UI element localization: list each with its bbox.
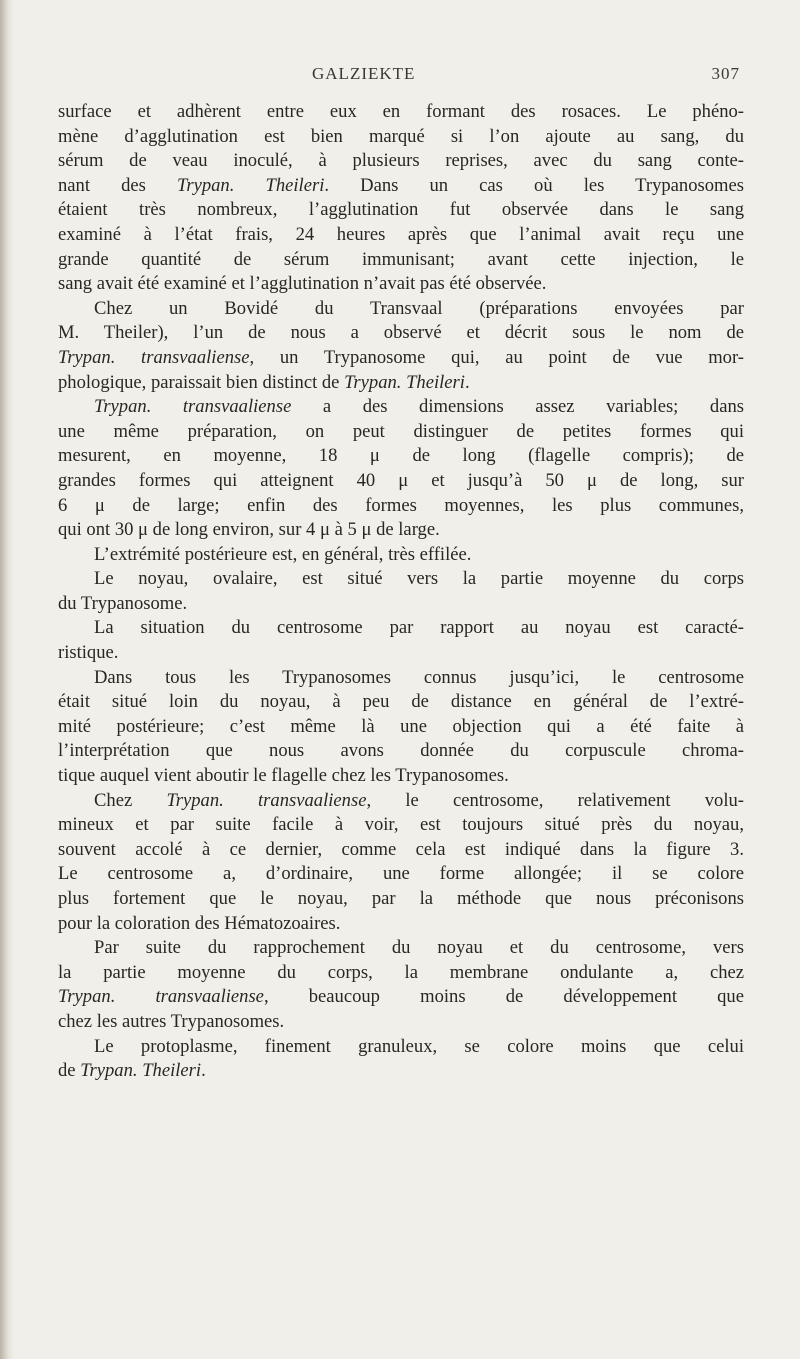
text-line <box>58 469 744 494</box>
text-segment: tique auquel vient aboutir le flagelle chez les Trypanosomes. <box>58 765 509 787</box>
species-name: Trypan. transvaaliense <box>166 789 367 811</box>
text-line <box>58 371 744 396</box>
text-segment: pour la coloration des Hématozoaires. <box>58 912 341 934</box>
species-name: Trypan. Theileri <box>80 1060 202 1082</box>
text-line <box>58 567 744 592</box>
text-segment: examiné à l’état frais, 24 heures après que l’animal avait reçu une <box>58 223 744 245</box>
text-line <box>58 494 744 519</box>
text-segment: l’interprétation que nous avons donnée du corpuscule chroma- <box>58 740 744 762</box>
text-line <box>58 616 744 641</box>
species-name: Trypan. transvaaliense <box>58 986 264 1008</box>
text-segment: étaient très nombreux, l’agglutination fut observée dans le sang <box>58 199 744 221</box>
text-line <box>58 641 744 666</box>
text-segment: M. Theiler), l’un de nous a observé et décrit sous le nom de <box>58 322 744 344</box>
text-segment: sérum de veau inoculé, à plusieurs reprises, avec du sang conte- <box>58 150 744 172</box>
text-segment: mité postérieure; c’est même là une objection qui a été faite à <box>58 715 744 737</box>
text-segment: Par suite du rapprochement du noyau et du centrosome, vers <box>94 937 744 959</box>
text-segment: , le centrosome, relativement volu- <box>366 789 744 811</box>
text-segment: sang avait été examiné et l’agglutination n’avait pas été observée. <box>58 273 547 295</box>
text-line <box>58 543 744 568</box>
species-name: Trypan. transvaaliense <box>94 396 292 418</box>
text-line <box>58 444 744 469</box>
text-line <box>58 1059 744 1084</box>
text-line <box>58 985 744 1010</box>
text-segment: L’extrémité postérieure est, en général, très effilée. <box>94 543 472 565</box>
text-segment: a des dimensions assez variables; dans <box>291 396 744 418</box>
species-name: Trypan. Theileri <box>177 174 325 196</box>
text-segment: , beaucoup moins de développement que <box>263 986 744 1008</box>
text-line <box>58 346 744 371</box>
text-segment: Chez un Bovidé du Transvaal (préparations envoyées par <box>94 297 744 319</box>
body-text <box>58 100 744 1084</box>
running-title: GALZIEKTE <box>312 64 416 83</box>
text-segment: mineux et par suite facile à voir, est toujours situé près du noyau, <box>58 814 744 836</box>
text-line <box>58 198 744 223</box>
text-segment: surface et adhèrent entre eux en formant des rosaces. Le phéno- <box>58 101 744 122</box>
page-number: 307 <box>711 64 740 83</box>
text-line <box>58 764 744 789</box>
text-line <box>58 149 744 174</box>
text-line <box>58 961 744 986</box>
text-line <box>58 1035 744 1060</box>
text-line <box>58 395 744 420</box>
text-segment: phologique, paraissait bien distinct de <box>58 371 345 393</box>
text-line <box>58 838 744 863</box>
text-segment: La situation du centrosome par rapport au noyau est caracté- <box>94 617 744 639</box>
text-segment: nant des <box>58 174 178 196</box>
text-line <box>58 321 744 346</box>
page-edge-shadow <box>0 0 14 1359</box>
running-header <box>0 64 800 90</box>
text-segment: chez les autres Trypanosomes. <box>58 1010 285 1032</box>
species-name: Trypan. Theileri <box>344 371 465 393</box>
text-line <box>58 592 744 617</box>
text-segment: ristique. <box>58 642 119 664</box>
text-line <box>58 223 744 248</box>
text-segment: grande quantité de sérum immunisant; avant cette injection, le <box>58 248 744 270</box>
text-line <box>58 739 744 764</box>
text-line <box>58 936 744 961</box>
text-line <box>58 125 744 150</box>
text-segment: la partie moyenne du corps, la membrane ondulante a, chez <box>58 961 744 983</box>
text-segment: plus fortement que le noyau, par la méthode que nous préconisons <box>58 888 744 909</box>
text-segment: Le protoplasme, finement granuleux, se colore moins que celui <box>94 1035 744 1057</box>
text-segment: mène d’agglutination est bien marqué si l’on ajoute au sang, du <box>58 125 744 147</box>
text-line <box>58 420 744 445</box>
text-segment: grandes formes qui atteignent 40 μ et jusqu’à 50 μ de long, sur <box>58 469 744 491</box>
text-segment: de <box>58 1060 81 1082</box>
text-line <box>58 862 744 887</box>
text-line <box>58 248 744 273</box>
text-segment: Le centrosome a, d’ordinaire, une forme allongée; il se colore <box>58 863 744 885</box>
text-line <box>58 912 744 937</box>
text-segment: . <box>201 1060 206 1082</box>
text-segment: une même préparation, on peut distinguer de petites formes qui <box>58 420 744 442</box>
text-segment: , un Trypanosome qui, au point de vue mor- <box>249 346 744 368</box>
text-line <box>58 887 744 912</box>
text-line <box>58 518 744 543</box>
text-line <box>58 690 744 715</box>
text-segment: 6 μ de large; enfin des formes moyennes, les plus communes, <box>58 494 744 516</box>
text-segment: était situé loin du noyau, à peu de distance en général de l’extré- <box>58 691 744 713</box>
text-line <box>58 715 744 740</box>
text-segment: qui ont 30 μ de long environ, sur 4 μ à 5 μ de large. <box>58 519 440 541</box>
text-line <box>58 813 744 838</box>
text-line <box>58 1010 744 1035</box>
species-name: Trypan. transvaaliense <box>58 346 250 368</box>
text-line <box>58 297 744 322</box>
text-segment: Chez <box>94 789 167 811</box>
text-segment: mesurent, en moyenne, 18 μ de long (flagelle compris); de <box>58 445 744 467</box>
text-line <box>58 100 744 125</box>
text-line <box>58 789 744 814</box>
text-line <box>58 666 744 691</box>
text-segment: . <box>464 371 470 393</box>
text-line <box>58 272 744 297</box>
text-line <box>58 174 744 199</box>
text-segment: du Trypanosome. <box>58 592 188 614</box>
text-segment: . Dans un cas où les Trypanosomes <box>324 174 744 196</box>
text-segment: Dans tous les Trypanosomes connus jusqu’ici, le centrosome <box>94 666 744 688</box>
text-segment: Le noyau, ovalaire, est situé vers la partie moyenne du corps <box>94 568 744 590</box>
text-segment: souvent accolé à ce dernier, comme cela est indiqué dans la figure 3. <box>58 838 744 860</box>
